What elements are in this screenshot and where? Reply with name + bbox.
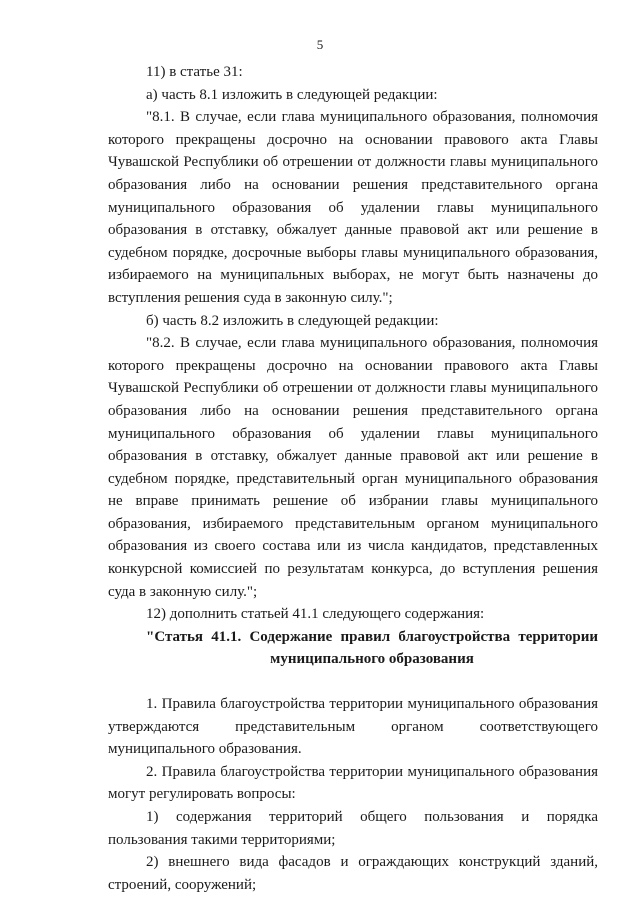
article-subpoint-1: 1) содержания территорий общего пользования и порядка пользования такими территориями; [108, 809, 598, 848]
article-heading-line1: "Статья 41.1. Содержание правил благоустройства территории [146, 628, 598, 645]
spacer [108, 671, 598, 693]
list-item-12: 12) дополнить статьей 41.1 следующего содержания: [146, 606, 485, 623]
subitem-b: б) часть 8.2 изложить в следующей редакции: [146, 312, 439, 329]
article-subpoint-2: 2) внешнего вида фасадов и ограждающих конструкций зданий, строений, сооружений; [108, 854, 598, 893]
article-heading [108, 626, 598, 671]
subitem-a: а) часть 8.1 изложить в следующей редакции: [146, 86, 438, 103]
article-point-2: 2. Правила благоустройства территории муниципального образования могут регулировать вопросы: [108, 763, 598, 803]
list-item-11: 11) в статье 31: [146, 64, 243, 80]
quoted-part-8-2: "8.2. В случае, если глава муниципального образования, полномочия которого прекращены досрочно на основании правового акта Главы Чувашской Республики об отрешении от должности главы муниципального образования либо на основании решения представительного органа муниципального образования об удалении главы муниципального образования в отставку, обжалует данные правовой акт или решение в судебном порядке, представительный орган муниципального образования не вправе принимать решение об избрании главы муниципального образования, избираемого представительным органом муниципального образования из своего состава или из числа кандидатов, представленных конкурсной комиссией по результатам конкурса, до вступления решения суда в законную силу."; [108, 335, 598, 600]
article-heading-line2: муниципального образования [270, 651, 474, 668]
page-number: 5 [316, 37, 324, 52]
document-body [108, 61, 598, 896]
quoted-part-8-1: "8.1. В случае, если глава муниципального образования, полномочия которого прекращены досрочно на основании правового акта Главы Чувашской Республики об отрешении от должности главы муниципального образования либо на основании решения представительного органа муниципального образования об удалении главы муниципального образования в отставку, обжалует данные правовой акт или решение в судебном порядке, досрочные выборы главы муниципального образования, избираемого на муниципальных выборах, не могут быть назначены до вступления решения суда в законную силу."; [108, 109, 598, 306]
article-point-1: 1. Правила благоустройства территории муниципального образования утверждаются представительным органом соответствующего муниципального образования. [108, 696, 598, 758]
